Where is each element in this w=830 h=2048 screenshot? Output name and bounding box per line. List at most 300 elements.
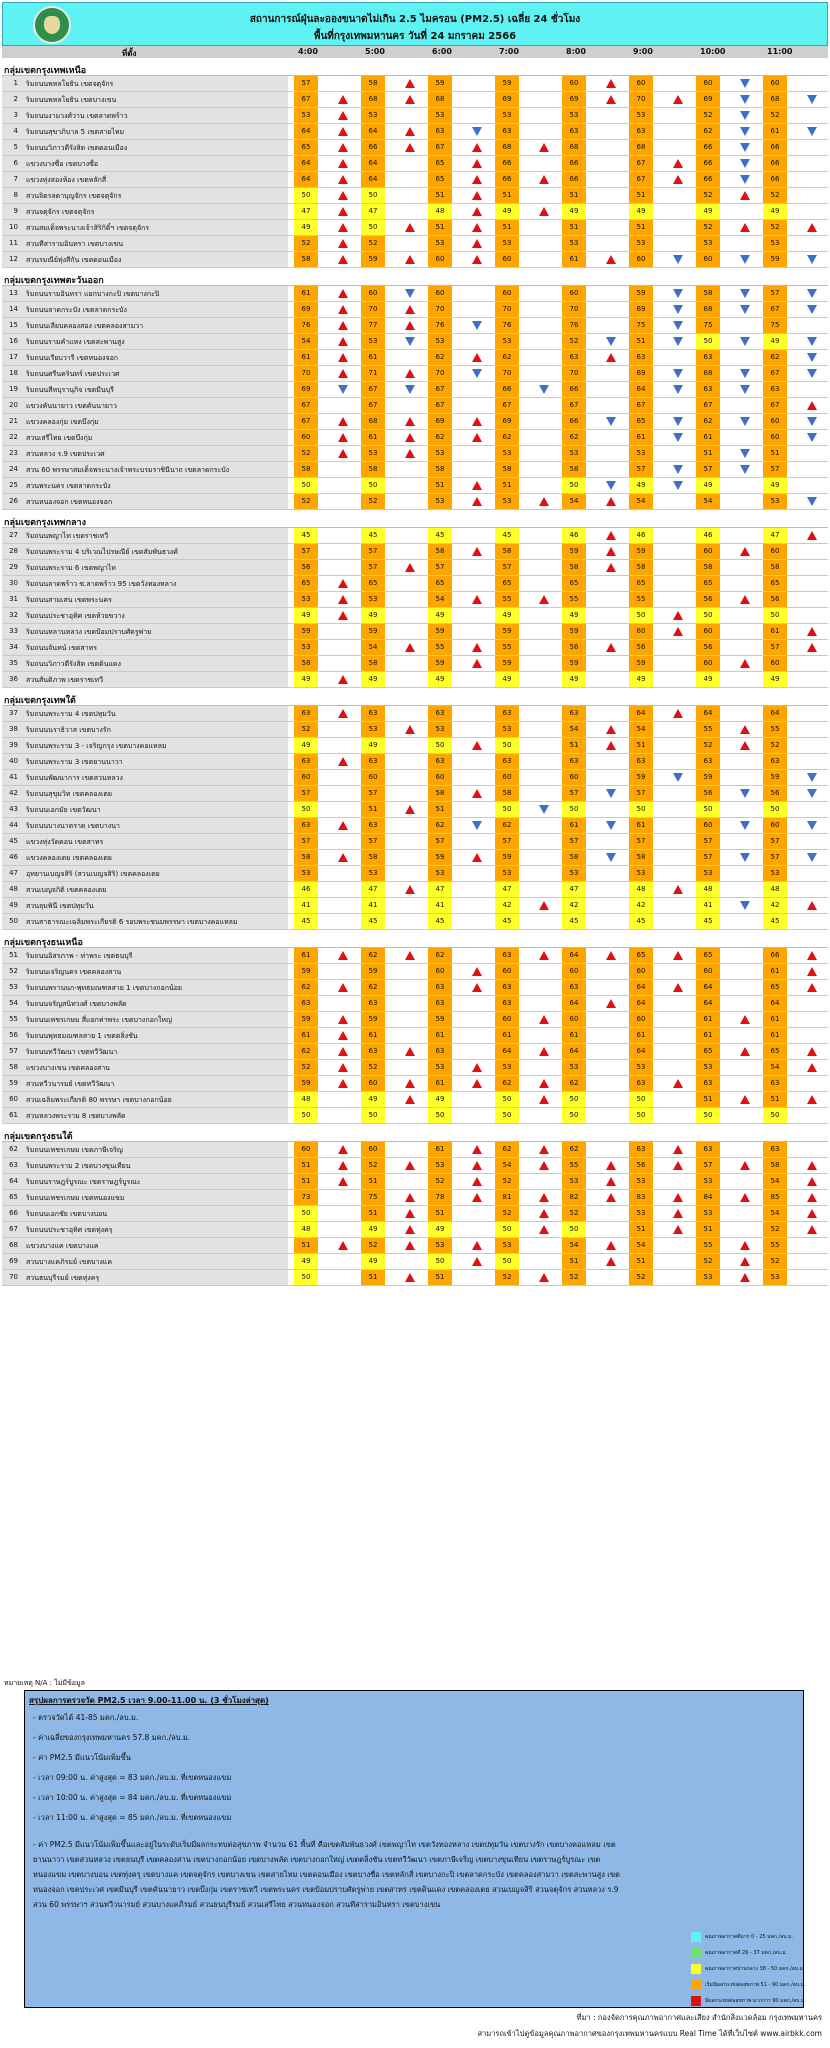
trend-up-icon (338, 175, 348, 184)
pm25-value: 67 (428, 382, 452, 397)
hour-cell (495, 494, 562, 509)
hour-cell (629, 866, 696, 881)
pm25-value: 50 (361, 220, 385, 235)
group-header: กลุ่มเขตกรุงธนเหนือ (2, 930, 828, 948)
table-row (2, 802, 828, 818)
hour-cell (495, 640, 562, 655)
pm25-value: 63 (294, 996, 318, 1011)
pm25-value: 63 (763, 382, 787, 397)
hour-cell (763, 318, 830, 333)
pm25-value: 53 (696, 866, 720, 881)
trend-up-icon (472, 1177, 482, 1186)
pm25-value: 68 (696, 366, 720, 381)
pm25-value: 59 (428, 1012, 452, 1027)
hour-cell (696, 1012, 763, 1027)
hour-cell (696, 528, 763, 543)
trend-down-icon (673, 321, 683, 330)
hour-cell (495, 528, 562, 543)
hour-cell (696, 236, 763, 251)
hour-cell (629, 898, 696, 913)
pm25-value: 51 (629, 738, 653, 753)
pm25-value: 57 (629, 786, 653, 801)
pm25-value: 61 (696, 1012, 720, 1027)
pm25-value: 52 (696, 188, 720, 203)
pm25-value: 64 (696, 706, 720, 721)
trend-up-icon (539, 1047, 549, 1056)
pm25-value: 65 (495, 576, 519, 591)
pm25-value: 68 (763, 92, 787, 107)
pm25-value: 53 (763, 236, 787, 251)
station-name: ริมถนนพหลโยธิน เขตจตุจักร (26, 80, 114, 88)
station-name: ริมถนนหลานหลวง เขตป้อมปราบศัตรูพ่าย (26, 628, 152, 636)
pm25-value: 51 (763, 446, 787, 461)
pm25-value: 63 (428, 996, 452, 1011)
hour-cell (428, 1222, 495, 1237)
pm25-value: 61 (629, 430, 653, 445)
pm25-value: 66 (562, 382, 586, 397)
hour-cell (562, 544, 629, 559)
hour-cell (361, 560, 428, 575)
hour-cell (428, 1028, 495, 1043)
pm25-value: 51 (428, 802, 452, 817)
hour-cell (294, 76, 361, 91)
hour-cell (629, 592, 696, 607)
pm25-value: 57 (361, 834, 385, 849)
station-number: 22 (9, 433, 18, 441)
trend-up-icon (472, 417, 482, 426)
station-label (2, 834, 288, 849)
trend-down-icon (807, 789, 817, 798)
hour-cell (696, 108, 763, 123)
legend-item: มีผลกระทบต่อสุขภาพ มากกว่า 90 มคก./ลบ.ม. (691, 1995, 801, 2007)
trend-up-icon (405, 951, 415, 960)
hour-cell (629, 398, 696, 413)
hour-cell (562, 1222, 629, 1237)
hour-cell (696, 382, 763, 397)
pm25-value: 58 (495, 786, 519, 801)
hour-cell (428, 964, 495, 979)
pm25-value: 59 (495, 624, 519, 639)
hour-cell (629, 770, 696, 785)
pm25-value: 51 (696, 1092, 720, 1107)
trend-down-icon (338, 385, 348, 394)
hour-cell (629, 1222, 696, 1237)
trend-up-icon (472, 223, 482, 232)
pm25-value: 61 (562, 1028, 586, 1043)
trend-up-icon (338, 305, 348, 314)
legend-swatch (691, 1932, 701, 1942)
trend-up-icon (338, 433, 348, 442)
trend-up-icon (405, 1047, 415, 1056)
trend-down-icon (472, 321, 482, 330)
trend-up-icon (539, 1193, 549, 1202)
pm25-value: 48 (629, 882, 653, 897)
hour-cell (294, 528, 361, 543)
col-hour: 4:00 (298, 47, 318, 56)
station-number: 70 (9, 1273, 18, 1281)
hour-cell (696, 1206, 763, 1221)
hour-cell (495, 1092, 562, 1107)
trend-down-icon (606, 417, 616, 426)
pm25-value: 61 (562, 252, 586, 267)
pm25-value: 45 (763, 914, 787, 929)
pm25-value: 50 (495, 1254, 519, 1269)
trend-up-icon (807, 1161, 817, 1170)
pm25-value: 62 (495, 350, 519, 365)
station-number: 49 (9, 901, 18, 909)
hour-cell (763, 1044, 830, 1059)
pm25-value: 49 (428, 608, 452, 623)
hour-cell (495, 1254, 562, 1269)
hour-cell (562, 220, 629, 235)
pm25-value: 68 (428, 92, 452, 107)
hour-cell (428, 1238, 495, 1253)
pm25-value: 51 (629, 188, 653, 203)
table-row (2, 722, 828, 738)
hour-cell (428, 398, 495, 413)
hour-cell (495, 286, 562, 301)
hour-cell (696, 462, 763, 477)
hour-cell (428, 92, 495, 107)
pm25-value: 60 (361, 770, 385, 785)
station-label (2, 948, 288, 963)
pm25-value: 67 (428, 398, 452, 413)
trend-up-icon (338, 289, 348, 298)
pm25-value: 57 (763, 640, 787, 655)
col-place: ที่ตั้ง (122, 49, 137, 58)
hour-cell (294, 560, 361, 575)
pm25-value: 60 (562, 1012, 586, 1027)
table-row (2, 108, 828, 124)
pm25-value: 47 (763, 528, 787, 543)
pm25-value: 49 (629, 478, 653, 493)
hour-cell (428, 494, 495, 509)
hour-cell (294, 576, 361, 591)
trend-up-icon (338, 579, 348, 588)
station-label (2, 672, 288, 687)
table-row (2, 1222, 828, 1238)
hour-cell (294, 1254, 361, 1269)
trend-up-icon (539, 207, 549, 216)
hour-cell (629, 786, 696, 801)
hour-cell (562, 108, 629, 123)
pm25-value: 53 (428, 1060, 452, 1075)
pm25-value: 58 (361, 656, 385, 671)
pm25-value: 67 (361, 398, 385, 413)
pm25-value: 52 (294, 494, 318, 509)
trend-up-icon (606, 255, 616, 264)
hour-cell (361, 1028, 428, 1043)
table-row (2, 608, 828, 624)
hour-cell (294, 850, 361, 865)
station-number: 51 (9, 951, 18, 959)
pm25-value: 53 (361, 866, 385, 881)
station-name: แขวงทุ่งสองห้อง เขตหลักสี่ (26, 176, 107, 184)
station-number: 3 (13, 111, 18, 119)
pm25-value: 50 (361, 478, 385, 493)
trend-up-icon (472, 741, 482, 750)
station-label (2, 92, 288, 107)
summary-bullet: - ค่าเฉลี่ยของกรุงเทพมหานคร 57.8 มคก./ลบ.ม. (33, 1733, 191, 1742)
hour-cell (428, 608, 495, 623)
pm25-value: 51 (629, 1254, 653, 1269)
pm25-value: 70 (294, 366, 318, 381)
table-row (2, 1270, 828, 1286)
station-number: 7 (13, 175, 18, 183)
hour-cell (763, 108, 830, 123)
trend-up-icon (606, 353, 616, 362)
hour-cell (495, 1206, 562, 1221)
pm25-value: 52 (562, 1206, 586, 1221)
table-row (2, 528, 828, 544)
table-row (2, 140, 828, 156)
trend-up-icon (405, 563, 415, 572)
hour-cell (294, 656, 361, 671)
hour-cell (428, 1092, 495, 1107)
station-number: 5 (13, 143, 18, 151)
trend-down-icon (740, 385, 750, 394)
pm25-value: 57 (696, 1158, 720, 1173)
trend-up-icon (472, 595, 482, 604)
hour-cell (763, 124, 830, 139)
pm25-value: 61 (629, 1028, 653, 1043)
station-number: 23 (9, 449, 18, 457)
pm25-value: 52 (495, 1206, 519, 1221)
pm25-value: 59 (495, 850, 519, 865)
legend-swatch (691, 1980, 701, 1990)
table-row (2, 1254, 828, 1270)
pm25-value: 53 (763, 1270, 787, 1285)
trend-up-icon (539, 1079, 549, 1088)
trend-up-icon (472, 159, 482, 168)
station-name: ริมถนนเจริญนคร เขตคลองสาน (26, 968, 122, 976)
station-number: 28 (9, 547, 18, 555)
hour-cell (629, 1028, 696, 1043)
table-row (2, 706, 828, 722)
hour-cell (495, 738, 562, 753)
pm25-value: 56 (696, 640, 720, 655)
hour-cell (562, 1174, 629, 1189)
hour-cell (495, 188, 562, 203)
pm25-value: 60 (361, 1076, 385, 1091)
station-label (2, 898, 288, 913)
trend-up-icon (338, 709, 348, 718)
hour-cell (361, 92, 428, 107)
station-name: สวนจิตรลดาบุญจักร เขตจตุจักร (26, 192, 122, 200)
station-name: ริมถนนพรานนก-พุทธมณฑลสาย 1 เขตบางกอกน้อย (26, 984, 183, 992)
pm25-value: 49 (696, 672, 720, 687)
trend-up-icon (740, 741, 750, 750)
trend-up-icon (673, 627, 683, 636)
pm25-value: 50 (428, 1108, 452, 1123)
pm25-value: 49 (294, 738, 318, 753)
pm25-value: 65 (428, 576, 452, 591)
trend-up-icon (338, 1241, 348, 1250)
pm25-value: 63 (495, 706, 519, 721)
station-label (2, 560, 288, 575)
source-note: ที่มา : กองจัดการคุณภาพอากาศและเสียง สำนักสิ่งแวดล้อม กรุงเทพมหานคร (576, 2013, 822, 2022)
hour-cell (696, 334, 763, 349)
hour-cell (763, 1206, 830, 1221)
hour-cell (696, 1222, 763, 1237)
hour-cell (562, 350, 629, 365)
pm25-value: 53 (696, 1060, 720, 1075)
trend-up-icon (539, 1015, 549, 1024)
hour-cell (629, 108, 696, 123)
pm25-value: 63 (495, 980, 519, 995)
pm25-value: 50 (294, 478, 318, 493)
station-number: 1 (13, 79, 18, 87)
pm25-value: 66 (495, 156, 519, 171)
pm25-value: 64 (294, 156, 318, 171)
col-hour: 7:00 (499, 47, 519, 56)
hour-cell (562, 1190, 629, 1205)
trend-up-icon (606, 1161, 616, 1170)
station-number: 27 (9, 531, 18, 539)
hour-cell (629, 1158, 696, 1173)
hour-cell (763, 996, 830, 1011)
trend-up-icon (539, 175, 549, 184)
pm25-value: 59 (562, 624, 586, 639)
hour-cell (763, 1222, 830, 1237)
station-number: 35 (9, 659, 18, 667)
pm25-value: 49 (763, 334, 787, 349)
hour-cell (361, 914, 428, 929)
pm25-value: 65 (696, 576, 720, 591)
pm25-value: 75 (696, 318, 720, 333)
pm25-value: 68 (629, 140, 653, 155)
pm25-value: 53 (428, 1238, 452, 1253)
pm25-value: 53 (629, 236, 653, 251)
pm25-value: 65 (696, 948, 720, 963)
table-row (2, 220, 828, 236)
pm25-value: 75 (629, 318, 653, 333)
trend-down-icon (807, 337, 817, 346)
station-label (2, 528, 288, 543)
pm25-value: 58 (294, 656, 318, 671)
station-name: ริมถนนพัฒนาการ เขตสวนหลวง (26, 774, 123, 782)
hour-cell (629, 1012, 696, 1027)
station-name: สวนเบญจกิติ เขตคลองเตย (26, 886, 107, 894)
pm25-value: 52 (763, 108, 787, 123)
pm25-value: 54 (562, 494, 586, 509)
pm25-value: 53 (696, 1270, 720, 1285)
hour-cell (562, 706, 629, 721)
hour-cell (495, 172, 562, 187)
table-row (2, 544, 828, 560)
table-row (2, 624, 828, 640)
station-name: ริมถนนจันทน์ เขตสาทร (26, 644, 97, 652)
trend-up-icon (673, 1161, 683, 1170)
hour-cell (361, 172, 428, 187)
hour-cell (562, 156, 629, 171)
station-name: สวนหลวงพระราม 8 เขตบางพลัด (26, 1112, 126, 1120)
trend-up-icon (405, 95, 415, 104)
pm25-value: 70 (562, 302, 586, 317)
pm25-value: 66 (763, 156, 787, 171)
pm25-value: 57 (294, 786, 318, 801)
pm25-value: 45 (495, 528, 519, 543)
pm25-value: 62 (428, 818, 452, 833)
trend-up-icon (338, 417, 348, 426)
pm25-value: 69 (629, 366, 653, 381)
pm25-value: 59 (361, 252, 385, 267)
table-row (2, 430, 828, 446)
pm25-value: 45 (361, 914, 385, 929)
hour-cell (428, 672, 495, 687)
station-name: ริมถนนบางนาตราด เขตบางนา (26, 822, 120, 830)
hour-cell (428, 560, 495, 575)
table-row (2, 1060, 828, 1076)
hour-cell (696, 478, 763, 493)
pm25-value: 68 (361, 92, 385, 107)
summary-box (24, 1690, 804, 2008)
hour-cell (763, 948, 830, 963)
pm25-value: 53 (629, 446, 653, 461)
pm25-value: 49 (763, 204, 787, 219)
station-number: 26 (9, 497, 18, 505)
trend-up-icon (472, 967, 482, 976)
station-number: 54 (9, 999, 18, 1007)
pm25-value: 57 (629, 834, 653, 849)
trend-up-icon (338, 1063, 348, 1072)
station-number: 61 (9, 1111, 18, 1119)
trend-up-icon (740, 1047, 750, 1056)
station-number: 45 (9, 837, 18, 845)
hour-cell (696, 624, 763, 639)
trend-up-icon (740, 1193, 750, 1202)
hour-cell (294, 1206, 361, 1221)
station-label (2, 1076, 288, 1091)
station-number: 6 (13, 159, 18, 167)
pm25-value: 59 (428, 850, 452, 865)
pm25-value: 67 (294, 414, 318, 429)
pm25-value: 67 (763, 366, 787, 381)
hour-cell (428, 172, 495, 187)
hour-cell (361, 108, 428, 123)
hour-cell (428, 818, 495, 833)
hour-cell (763, 478, 830, 493)
hour-cell (428, 140, 495, 155)
station-name: ริมถนนสีหบุรานุกิจ เขตมีนบุรี (26, 386, 114, 394)
trend-down-icon (740, 901, 750, 910)
pm25-value: 62 (495, 1142, 519, 1157)
hour-cell (495, 220, 562, 235)
table-row (2, 964, 828, 980)
hour-cell (562, 188, 629, 203)
pm25-value: 60 (763, 414, 787, 429)
station-number: 36 (9, 675, 18, 683)
pm25-value: 60 (428, 964, 452, 979)
station-name: ริมถนนเพชรเกษม เขตหนองแขม (26, 1194, 125, 1202)
hour-cell (763, 1142, 830, 1157)
hour-cell (763, 1076, 830, 1091)
pm25-value: 53 (562, 446, 586, 461)
pm25-value: 59 (361, 1012, 385, 1027)
trend-up-icon (606, 79, 616, 88)
station-name: ริมถนนลาดกระบัง เขตลาดกระบัง (26, 306, 127, 314)
pm25-value: 45 (294, 914, 318, 929)
pm25-value: 55 (763, 1238, 787, 1253)
station-label (2, 1174, 288, 1189)
pm25-value: 61 (696, 1028, 720, 1043)
col-hour: 11:00 (767, 47, 793, 56)
hour-cell (763, 706, 830, 721)
station-name: ริมถนนรามอินทรา แยกบางกะปิ เขตบางกะปิ (26, 290, 160, 298)
hour-cell (629, 204, 696, 219)
hour-cell (361, 738, 428, 753)
hour-cell (763, 92, 830, 107)
